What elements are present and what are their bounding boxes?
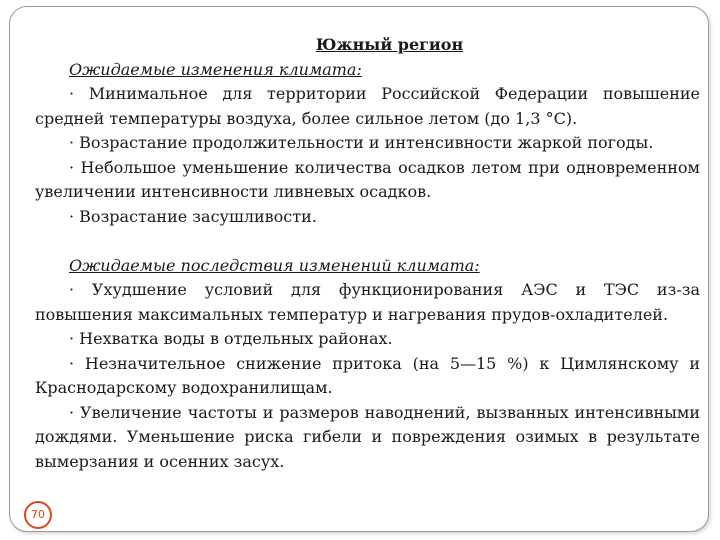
list-item: · Небольшое уменьшение количества осадков летом при одновременном увеличении интенсивности ливневых осадков. xyxy=(35,157,700,201)
list-item: · Ухудшение условий для функционирования АЭС и ТЭС из-за повышения максимальных температур и нагревания прудов-охладителей. xyxy=(35,280,700,324)
list-item: · Возрастание засушливости. xyxy=(69,206,317,226)
list-item: · Минимальное для территории Российской Федерации повышение средней температуры воздуха, более сильное летом (до 1,3 °С). xyxy=(35,84,700,128)
list-item: · Незначительное снижение притока (на 5—15 %) к Цимлянскому и Краснодарскому водохранилищам. xyxy=(35,353,700,397)
section-heading-consequences: Ожидаемые последствия изменений климата: xyxy=(69,255,480,275)
section-spacer xyxy=(35,229,700,254)
list-item: · Возрастание продолжительности и интенсивности жаркой погоды. xyxy=(69,133,654,152)
slide-content xyxy=(35,33,700,474)
page-number-badge: 70 xyxy=(24,501,52,529)
section-heading-changes: Ожидаемые изменения климата: xyxy=(69,59,362,79)
list-item: · Нехватка воды в отдельных районах. xyxy=(69,329,393,348)
slide-frame xyxy=(9,6,709,532)
list-item: · Увеличение частоты и размеров наводнений, вызванных интенсивными дождями. Уменьшение риска гибели и повреждения озимых в результате вымерзания и осенних засух. xyxy=(35,402,700,471)
slide-title: Южный регион xyxy=(315,35,464,54)
